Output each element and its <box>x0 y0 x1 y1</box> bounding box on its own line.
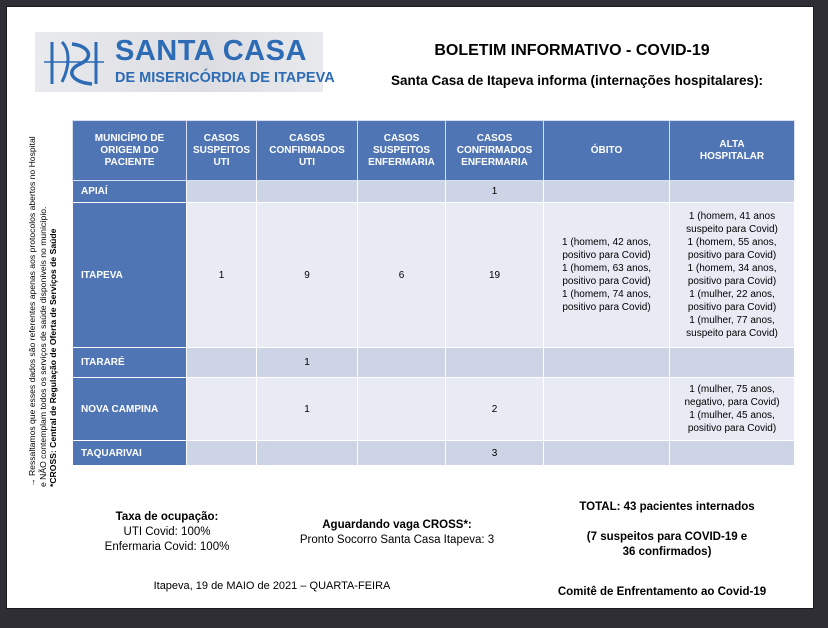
cell-confirmados-enfermaria <box>446 348 544 378</box>
cell-confirmados-uti: 9 <box>257 203 358 348</box>
header-text: ÓBITO <box>590 144 623 156</box>
cell-suspeitos-uti: 1 <box>187 203 257 348</box>
header-text: UTI <box>213 156 230 168</box>
header-text: ENFERMARIA <box>461 156 528 168</box>
table-body <box>73 181 795 466</box>
ocupacao-uti: UTI Covid: 100% <box>123 526 211 538</box>
header-text: ORIGEM DO <box>100 144 159 156</box>
cell-line: 1 (homem, 63 anos, <box>562 263 651 274</box>
comite-text: Comitê de Enfrentamento ao Covid-19 <box>557 586 767 598</box>
cell-suspeitos-enfermaria <box>358 378 446 441</box>
side-note-line-2: e NÃO contemplam todos os serviços de saúde disponíveis no município. <box>37 206 48 487</box>
cell-obito <box>544 181 670 203</box>
header-text: HOSPITALAR <box>699 150 765 162</box>
cell-line: 1 (mulher, 22 anos, <box>689 289 775 300</box>
santa-casa-logo <box>35 32 335 92</box>
bulletin-subtitle: Santa Casa de Itapeva informa (internações hospitalares): <box>390 73 764 88</box>
cell-municipio: APIAÍ <box>73 181 187 203</box>
cell-obito <box>544 378 670 441</box>
table-header-row <box>73 121 795 181</box>
cell-suspeitos-uti <box>187 181 257 203</box>
cell-obito <box>544 203 670 348</box>
total-block <box>547 500 787 560</box>
side-note-line-1: → Ressaltamos que esses dados são referentes apenas aos protocolos abertos no Hospital <box>27 136 37 487</box>
cell-alta-hospitalar <box>670 378 795 441</box>
cell-line: 1 (mulher, 45 anos, <box>689 410 775 421</box>
cell-line: 1 (homem, 74 anos, <box>562 289 651 300</box>
side-note <box>27 136 59 487</box>
cell-confirmados-uti: 1 <box>257 348 358 378</box>
cell-municipio: TAQUARIVAI <box>73 441 187 466</box>
santa-casa-emblem-icon <box>40 36 110 90</box>
logo-subtitle: DE MISERICÓRDIA DE ITAPEVA <box>115 70 335 86</box>
cell-alta-hospitalar <box>670 203 795 348</box>
header-confirmados-enfermaria <box>446 121 544 181</box>
bulletin-date: Itapeva, 19 de MAIO de 2021 – QUARTA-FEIRA <box>153 580 391 592</box>
cell-suspeitos-enfermaria: 6 <box>358 203 446 348</box>
cell-line: 1 (mulher, 77 anos, <box>689 315 775 326</box>
cell-line: 1 (homem, 34 anos, <box>687 263 777 274</box>
header-text: CONFIRMADOS <box>456 144 533 156</box>
cell-line: positivo para Covid) <box>562 250 651 261</box>
header-text: SUSPEITOS <box>192 144 251 156</box>
header-suspeitos-uti <box>187 121 257 181</box>
cell-confirmados-uti <box>257 441 358 466</box>
cell-confirmados-uti <box>257 181 358 203</box>
internacoes-table <box>72 120 795 466</box>
cell-municipio: ITARARÉ <box>73 348 187 378</box>
cell-suspeitos-uti <box>187 378 257 441</box>
header-text: SUSPEITOS <box>372 144 431 156</box>
header-obito <box>544 121 670 181</box>
ocupacao-block <box>87 510 247 555</box>
aguardando-title: Aguardando vaga CROSS*: <box>322 519 472 531</box>
logo-title: SANTA CASA <box>115 35 307 67</box>
bulletin-title: BOLETIM INFORMATIVO - COVID-19 <box>434 42 710 59</box>
cell-line: suspeito para Covid) <box>686 224 778 235</box>
table-row <box>73 348 795 378</box>
cell-line: 1 (mulher, 75 anos, <box>689 384 775 395</box>
cell-suspeitos-uti <box>187 348 257 378</box>
header-text: ALTA <box>719 138 745 150</box>
cell-line: positivo para Covid) <box>687 250 777 261</box>
table-row <box>73 181 795 203</box>
cell-obito <box>544 348 670 378</box>
cell-municipio: ITAPEVA <box>73 203 187 348</box>
cell-obito <box>544 441 670 466</box>
cell-confirmados-enfermaria: 2 <box>446 378 544 441</box>
header-text: CASOS <box>289 132 325 144</box>
table-row <box>73 441 795 466</box>
cell-line: positivo para Covid) <box>687 276 777 287</box>
cell-line: 1 (homem, 41 anos <box>688 211 776 222</box>
header-text: UTI <box>298 156 316 168</box>
cell-suspeitos-enfermaria <box>358 348 446 378</box>
cell-line: positivo para Covid) <box>687 423 777 434</box>
cell-confirmados-enfermaria: 1 <box>446 181 544 203</box>
header-confirmados-uti <box>257 121 358 181</box>
aguardando-block <box>267 518 527 548</box>
cell-line: positivo para Covid) <box>562 276 651 287</box>
total-line-1: TOTAL: 43 pacientes internados <box>579 501 755 513</box>
cell-line: positivo para Covid) <box>562 302 651 313</box>
header-alta-hospitalar <box>670 121 795 181</box>
cell-municipio: NOVA CAMPINA <box>73 378 187 441</box>
cell-confirmados-enfermaria: 3 <box>446 441 544 466</box>
cell-confirmados-uti: 1 <box>257 378 358 441</box>
header-text: CASOS <box>203 132 240 144</box>
header-suspeitos-enfermaria <box>358 121 446 181</box>
ocupacao-enf: Enfermaria Covid: 100% <box>104 541 230 553</box>
cell-alta-hospitalar <box>670 348 795 378</box>
header-text: MUNICÍPIO DE <box>94 132 165 144</box>
header-text: CONFIRMADOS <box>269 144 345 156</box>
table-row <box>73 378 795 441</box>
cell-line: negativo, para Covid) <box>684 397 780 408</box>
total-line-2: (7 suspeitos para COVID-19 e <box>586 531 748 543</box>
cell-suspeitos-uti <box>187 441 257 466</box>
header-text: CASOS <box>476 132 513 144</box>
header-text: PACIENTE <box>104 156 155 168</box>
aguardando-text: Pronto Socorro Santa Casa Itapeva: 3 <box>299 534 495 546</box>
cell-suspeitos-enfermaria <box>358 441 446 466</box>
cell-alta-hospitalar <box>670 181 795 203</box>
ocupacao-title: Taxa de ocupação: <box>115 511 219 523</box>
cell-line: 1 (homem, 42 anos, <box>562 237 651 248</box>
cell-line: suspeito para Covid) <box>686 328 778 339</box>
cell-confirmados-enfermaria: 19 <box>446 203 544 348</box>
cell-line: 1 (homem, 55 anos, <box>687 237 777 248</box>
header-municipio <box>73 121 187 181</box>
cell-suspeitos-enfermaria <box>358 181 446 203</box>
table-row <box>73 203 795 348</box>
header-text: CASOS <box>383 132 420 144</box>
header-text: ENFERMARIA <box>368 156 435 168</box>
cell-alta-hospitalar <box>670 441 795 466</box>
side-note-cross: *CROSS: Central de Regulação de Oferta de Serviços de Saúde <box>48 228 58 487</box>
cell-line: positivo para Covid) <box>687 302 777 313</box>
total-line-3: 36 confirmados) <box>622 546 712 558</box>
